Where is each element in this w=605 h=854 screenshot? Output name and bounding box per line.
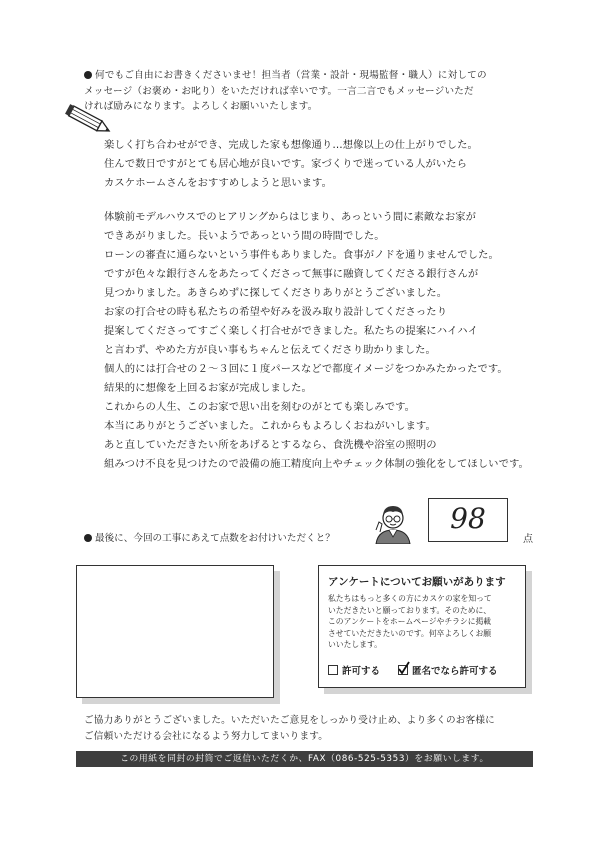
intro-line-3: ければ励みになります。よろしくお願いいたします。 [84,101,318,112]
survey-body-line: いいたします。 [328,640,382,649]
score-value: 98 [450,502,486,535]
survey-body-line: このアンケートをホームページやチラシに掲載 [328,617,492,626]
message-gap [104,193,564,208]
message-line: 結果的に想像を上回るお家が完成しました。 [104,382,312,394]
message-line: 見つかりました。あきらめずに探してくださりありがとうございました。 [104,287,448,299]
message-line: 楽しく打ち合わせができ、完成した家も想像通り…想像以上の仕上がりでした。 [104,139,478,151]
staff-illustration-icon [370,500,416,544]
survey-body-line: させていただきたいのです。何卒よろしくお願 [328,628,492,638]
permit-label: 許可する [342,666,381,677]
handwritten-message [104,136,564,474]
message-line: 提案してくださってすごく楽しく打合せができました。私たちの提案にハイハイ [104,325,479,337]
score-unit: 点 [523,534,533,545]
message-line: できあがりました。長いようであっという間の時間でした。 [104,230,385,242]
thanks-line-2: ご信頼いただける会社になるよう努力してまいります。 [84,730,329,742]
return-instructions-bar: この用紙を同封の封筒でご返信いただくか、FAX（086-525-5353）をお願いします。 [76,751,533,767]
pencil-icon [64,104,114,140]
message-line: 住んで数日ですがとても居心地が良いです。家づくりで迷っている人がいたら [104,158,468,170]
intro-line-2: メッセージ（お褒め・お叱り）をいただければ幸いです。一言二言でもメッセージいただ [84,85,474,97]
intro-text [84,68,544,115]
message-line: 組みつけ不良を見つけたので設備の施工精度向上やチェック体制の強化をしてほしいです。 [104,458,529,470]
permit-checkbox[interactable] [328,665,338,675]
survey-body [328,593,520,651]
thanks-text [84,713,554,744]
message-line: 体験前モデルハウスでのヒアリングからはじまり、あっという間に素敵なお家が [104,211,477,223]
check-mark-icon [397,660,411,676]
anonymous-permit-label: 匿名でなら許可する [412,666,498,677]
survey-body-line: いただきたいと願っております。そのために、 [328,605,492,615]
score-question-text: 最後に、今回の工事にあえて点数をお付けいただくと？ [95,533,335,544]
bullet-icon [84,71,92,79]
free-comment-box[interactable] [76,565,274,698]
score-question [84,530,335,544]
message-line: これからの人生、このお家で思い出を刻むのがとても楽しみです。 [104,401,416,413]
message-line: あと直していただきたい所をあげるとするなら、食洗機や浴室の照明の [104,439,437,451]
message-line: ローンの審査に通らないという事件もありました。食事がノドを通りませんでした。 [104,249,499,261]
message-line: 個人的には打合せの２〜３回に１度パースなどで都度イメージをつかみたかったです。 [104,363,508,375]
message-line: お家の打合せの時も私たちの希望や好みを汲み取り設計してくださったり [104,306,448,318]
intro-line-1: 何でもご自由にお書きくださいませ！担当者（営業・設計・現場監督・職人）に対しての [95,70,487,81]
message-line: ですが色々な銀行さんをあたってくださって無事に融資してくださる銀行さんが [104,268,479,280]
message-line: と言わず、やめた方が良い事もちゃんと伝えてくださり助かりました。 [104,344,436,356]
survey-body-line: 私たちはもっと多くの方にカスケの家を知って [328,594,492,603]
bullet-icon [84,534,92,542]
thanks-line-1: ご協力ありがとうございました。いただいたご意見をしっかり受け止め、より多くのお客様に [84,715,495,726]
survey-title: アンケートについてお願いがあります [328,576,506,588]
message-line: 本当にありがとうございました。これからもよろしくおねがいします。 [104,420,436,432]
message-line: カスケホームさんをおすすめしようと思います。 [104,177,333,189]
